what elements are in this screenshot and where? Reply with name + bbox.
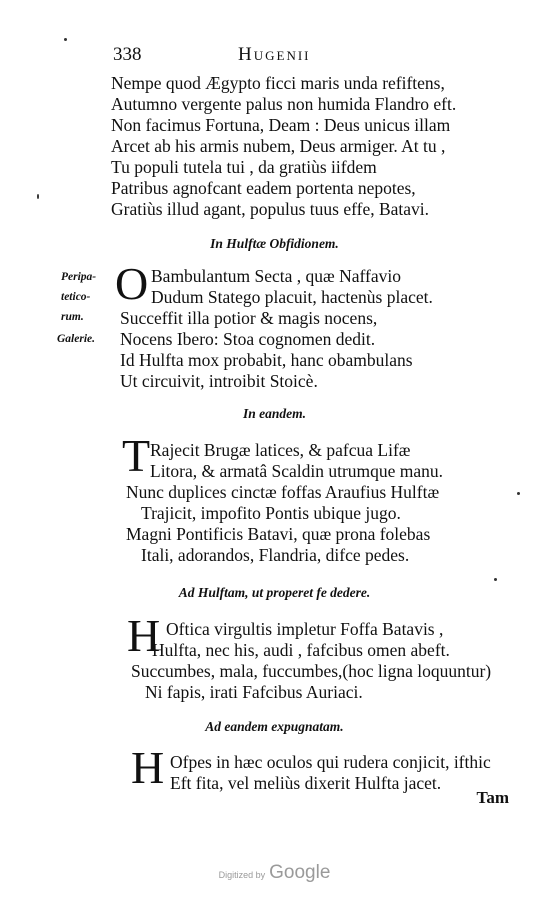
margin-note: Galerie. [57,333,96,345]
drop-cap: H [131,742,165,793]
verse-line: Rajecit Brugæ latices, & pafcua Lifæ [150,440,411,460]
verse-line: Ofpes in hæc oculos qui rudera conjicit, ifthic [170,752,491,772]
margin-note: rum. [61,311,84,323]
verse-line: Hulfta, nec his, audi , fafcibus omen abeft. [152,640,450,660]
ink-speck [37,194,39,199]
poem-title: Ad Hulftam, ut properet fe dedere. [178,585,371,600]
verse-line: Non facimus Fortuna, Deam : Deus unicus illam [111,115,451,135]
verse-line: Succumbes, mala, fuccumbes,(hoc ligna loquuntur) [131,661,492,681]
poem-title: In Hulftæ Obfidionem. [210,236,339,251]
catchword: Tam [476,788,509,807]
verse-line: Ni fapis, irati Fafcibus Auriaci. [145,682,363,702]
poem-title: In eandem. [242,406,306,421]
margin-note: Peripa- [61,271,97,283]
running-head: Hugenii [238,44,311,65]
verse-line: Arcet ab his armis nubem, Deus armiger. At tu , [111,136,446,156]
verse-line: Trajicit, impofito Pontis ubique jugo. [141,503,401,523]
page-number: 338 [113,44,142,65]
verse-line: Ut circuivit, introibit Stoicè. [120,371,318,391]
verse-line: Gratiùs illud agant, populus tuus effe, Batavi. [111,199,430,219]
verse-line: Nunc duplices cinctæ foffas Araufius Hulftæ [126,482,440,502]
verse-line: Litora, & armatâ Scaldin utrumque manu. [150,461,444,481]
ink-speck [64,38,67,41]
verse-line: Nocens Ibero: Stoa cognomen dedit. [120,329,376,349]
ink-speck [494,578,497,581]
verse-line: Id Hulfta mox probabit, hanc obambulans [120,350,413,370]
verse-line: Patribus agnofcant eadem portenta nepotes, [111,178,416,198]
digitized-by-label: Digitized by [218,870,266,880]
verse-line: Magni Pontificis Batavi, quæ prona folebas [126,524,431,544]
verse-line: Autumno vergente palus non humida Flandro eft. [111,94,457,114]
verse-line: Succeffit illa potior & magis nocens, [120,308,378,328]
margin-note: tetico- [61,291,91,303]
verse-line: Tu populi tutela tui , da gratiùs iifdem [111,157,377,177]
verse-line: Nempe quod Ægypto ficci maris unda refiftens, [111,73,445,93]
verse-line: Bambulantum Secta , quæ Naffavio [151,266,401,286]
verse-line: Itali, adorandos, Flandria, difce pedes. [141,545,410,565]
verse-line: Oftica virgultis impletur Foffa Batavis , [166,619,444,639]
drop-cap: H [127,610,161,661]
drop-cap: O [115,258,149,309]
digitization-watermark [0,862,549,884]
poem-title: Ad eandem expugnatam. [205,719,344,734]
drop-cap: T [122,430,151,481]
ink-speck [517,492,520,495]
verse-line: Eft fita, vel meliùs dixerit Hulfta jacet. [170,773,442,793]
google-wordmark: Google [269,862,331,883]
verse-line: Dudum Statego placuit, hactenùs placet. [151,287,433,307]
